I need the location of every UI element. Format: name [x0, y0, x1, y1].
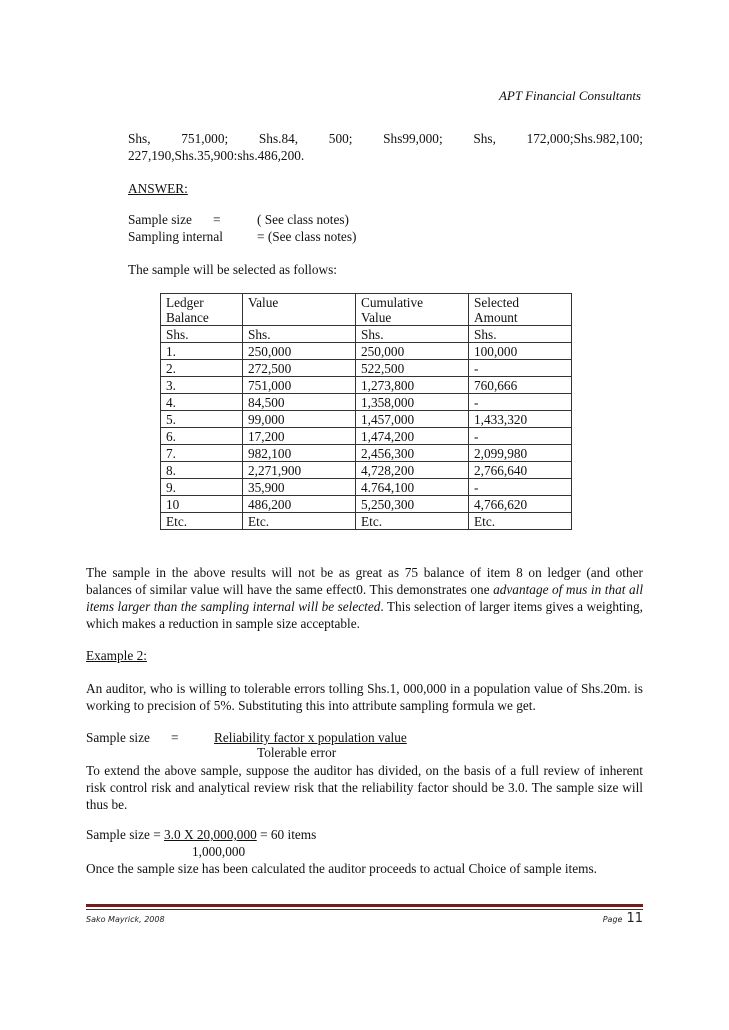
table-cell: 2,766,640	[469, 462, 572, 479]
table-row	[161, 428, 572, 445]
table-cell: 2,271,900	[243, 462, 356, 479]
unit-cell: Shs.	[469, 326, 572, 343]
table-cell: -	[469, 479, 572, 496]
sample-size-eq: =	[213, 212, 221, 227]
table-cell: 272,500	[243, 360, 356, 377]
table-row	[161, 479, 572, 496]
unit-cell: Shs.	[356, 326, 469, 343]
calc-line: Sample size = 3.0 X 20,000,000 = 60 items	[86, 827, 317, 842]
footer-rule-thin	[86, 909, 643, 910]
table-row	[161, 445, 572, 462]
calc-denominator: 1,000,000	[192, 844, 246, 859]
formula-eq: =	[171, 730, 179, 745]
table-header-row	[161, 294, 572, 326]
table-row	[161, 360, 572, 377]
page-number: 11	[626, 911, 643, 926]
table-cell: 99,000	[243, 411, 356, 428]
footer-author: Sako Mayrick, 2008	[86, 915, 165, 924]
unit-cell: Shs.	[161, 326, 243, 343]
header-cell: Selected Amount	[469, 294, 572, 326]
table-row	[161, 411, 572, 428]
formula-denominator: Tolerable error	[257, 745, 337, 760]
intro-part: 751,000;	[181, 131, 229, 146]
footer-page	[603, 911, 643, 926]
table-cell: 250,000	[356, 343, 469, 360]
table-cell: 4.	[161, 394, 243, 411]
sampling-interval-label: Sampling internal	[128, 229, 223, 244]
header-cell: Value	[243, 294, 356, 326]
table-row	[161, 462, 572, 479]
table-cell: -	[469, 360, 572, 377]
table-cell: 1,433,320	[469, 411, 572, 428]
table-cell: 1.	[161, 343, 243, 360]
intro-part: Shs,	[473, 131, 496, 146]
page-label: Page	[602, 915, 623, 924]
table-row	[161, 377, 572, 394]
example-2-paragraph: An auditor, who is willing to tolerable errors tolling Shs.1, 000,000 in a population value of Shs.20m. is working to precision of 5%. Substituting this into attribute sampling formula we get.	[86, 681, 643, 713]
table-cell: 250,000	[243, 343, 356, 360]
intro-line-2: 227,190,Shs.35,900:shs.486,200.	[128, 148, 305, 163]
intro-part: Shs99,000;	[383, 131, 443, 146]
table-cell: 1,474,200	[356, 428, 469, 445]
intro-part: Shs,	[128, 131, 151, 146]
table-cell: 84,500	[243, 394, 356, 411]
table-cell: 1,358,000	[356, 394, 469, 411]
table-cell: 10	[161, 496, 243, 513]
table-cell: 486,200	[243, 496, 356, 513]
table-cell: 4,766,620	[469, 496, 572, 513]
table-cell: Etc.	[469, 513, 572, 530]
table-cell: 4.764,100	[356, 479, 469, 496]
unit-cell: Shs.	[243, 326, 356, 343]
table-cell: 2.	[161, 360, 243, 377]
example-2-heading: Example 2:	[86, 648, 147, 663]
intro-part: 500;	[328, 131, 353, 146]
table-cell: 35,900	[243, 479, 356, 496]
table-cell: 4,728,200	[356, 462, 469, 479]
closing-sentence: Once the sample size has been calculated the auditor proceeds to actual Choice of sample items.	[86, 861, 597, 876]
table-cell: 751,000	[243, 377, 356, 394]
table-cell: 7.	[161, 445, 243, 462]
sampling-interval-value: = (See class notes)	[257, 229, 357, 244]
paragraph-mus-advantage: The sample in the above results will not be as great as 75 balance of item 8 on ledger (and other balances of similar value will have the same effect0. This demonstrates one advantage of mus in that all items larger than the sampling internal will be selected. This selection of larger items gives a weighting, which makes a reduction in sample size acceptable.	[86, 565, 644, 631]
formula-label: Sample size	[86, 730, 150, 745]
table-cell: Etc.	[356, 513, 469, 530]
formula-numerator: Reliability factor x population value	[214, 730, 407, 745]
table-cell: 760,666	[469, 377, 572, 394]
table-cell: 100,000	[469, 343, 572, 360]
table-row	[161, 496, 572, 513]
table-cell: 8.	[161, 462, 243, 479]
sample-size-value: ( See class notes)	[257, 212, 349, 227]
header-title: APT Financial Consultants	[498, 88, 641, 103]
table-cell: 5.	[161, 411, 243, 428]
footer-rule	[86, 904, 643, 907]
intro-part: 172,000;Shs.982,100;	[526, 131, 643, 146]
table-cell: 5,250,300	[356, 496, 469, 513]
table-cell: 982,100	[243, 445, 356, 462]
answer-heading: ANSWER:	[128, 181, 188, 196]
table-cell: 1,273,800	[356, 377, 469, 394]
table-row	[161, 343, 572, 360]
table-row	[161, 513, 572, 530]
intro-part: Shs.84,	[258, 131, 299, 146]
intro-line-1	[128, 131, 643, 147]
table-cell: -	[469, 394, 572, 411]
table-cell: 3.	[161, 377, 243, 394]
table-cell: 2,456,300	[356, 445, 469, 462]
table-cell: 2,099,980	[469, 445, 572, 462]
table-units-row	[161, 326, 572, 343]
sample-size-label: Sample size	[128, 212, 192, 227]
table-cell: 1,457,000	[356, 411, 469, 428]
ledger-table	[160, 293, 572, 530]
header-cell: Ledger Balance	[161, 294, 243, 326]
example-2-paragraph-2: To extend the above sample, suppose the auditor has divided, on the basis of a full review of inherent risk control risk and analytical review risk that the reliability factor should be 3.0. The sample size will thus be.	[86, 763, 643, 812]
table-cell: 9.	[161, 479, 243, 496]
table-cell: Etc.	[243, 513, 356, 530]
table-cell: -	[469, 428, 572, 445]
selection-intro: The sample will be selected as follows:	[128, 262, 337, 277]
table-cell: 522,500	[356, 360, 469, 377]
table-cell: Etc.	[161, 513, 243, 530]
table-cell: 17,200	[243, 428, 356, 445]
header-cell: Cumulative Value	[356, 294, 469, 326]
table-row	[161, 394, 572, 411]
table-cell: 6.	[161, 428, 243, 445]
